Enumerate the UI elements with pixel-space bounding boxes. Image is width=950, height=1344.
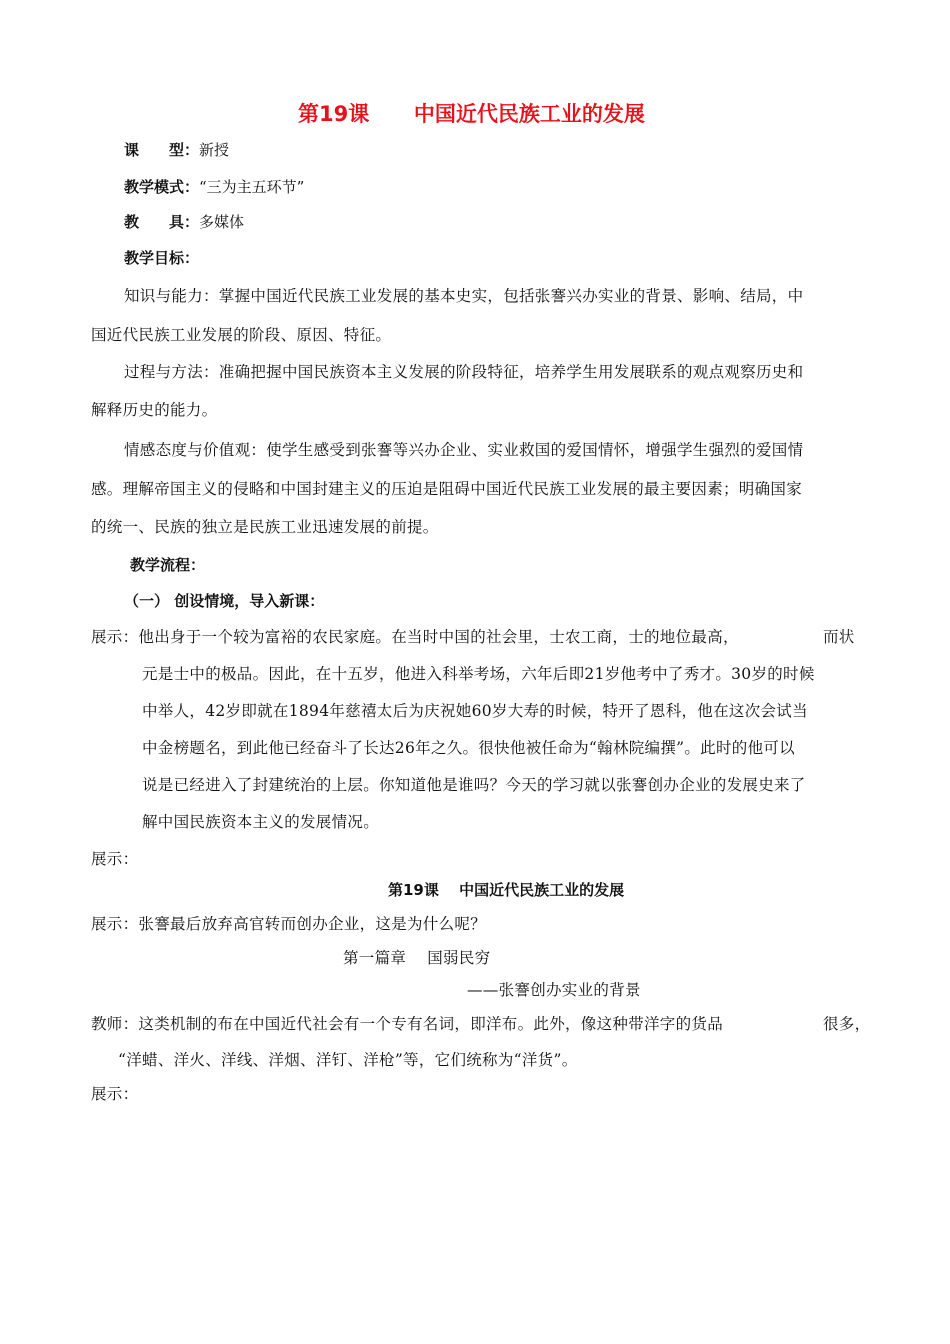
show-paragraph-line: 元是士中的极品。因此，在十五岁，他进入科举考场，六年后即21岁他考中了秀才。30岁的时候 [142, 665, 815, 683]
show-paragraph-line: 说是已经进入了封建统治的上层。你知道他是谁吗？今天的学习就以张謇创办企业的发展史来了 [142, 776, 806, 794]
objective-process-line2: 解释历史的能力。 [91, 401, 218, 419]
teacher-line1-tail: 很多， [823, 1015, 871, 1033]
objective-knowledge-line1: 知识与能力：掌握中国近代民族工业发展的基本史实，包括张謇兴办实业的背景、影响、结局，中 [124, 287, 804, 305]
chapter-title: 第一篇章 国弱民穷 [343, 949, 491, 967]
slide-subtitle: 第19课 中国近代民族工业的发展 [388, 881, 625, 899]
show-question: 展示：张謇最后放弃高官转而创办企业，这是为什么呢？ [91, 915, 487, 933]
objective-process-line1: 过程与方法：准确把握中国民族资本主义发展的阶段特征，培养学生用发展联系的观点观察历史和 [124, 363, 804, 381]
section-heading: （一） 创设情境，导入新课： [124, 592, 325, 610]
teacher-line1: 教师：这类机制的布在中国近代社会有一个专有名词，即洋布。此外，像这种带洋字的货品 [91, 1015, 724, 1033]
show-label: 展示： [91, 1085, 139, 1103]
show-paragraph-line: 解中国民族资本主义的发展情况。 [142, 813, 380, 831]
show-label: 展示： [91, 850, 139, 868]
meta-type: 课 型：新授 [124, 141, 230, 159]
teacher-line2: “洋蜡、洋火、洋线、洋烟、洋钉、洋枪”等，它们统称为“洋货”。 [118, 1051, 578, 1069]
show-label: 展示： [91, 628, 139, 646]
meta-tools: 教 具：多媒体 [124, 213, 245, 231]
show-paragraph-line: 中举人，42岁即就在1894年慈禧太后为庆祝她60岁大寿的时候，特开了恩科，他在这次会试当 [142, 702, 808, 720]
lesson-title: 中国近代民族工业的发展 [413, 102, 645, 126]
show-paragraph-first-line: 展示：他出身于一个较为富裕的农民家庭。在当时中国的社会里，士农工商，士的地位最高， [91, 628, 739, 646]
teacher-label: 教师： [91, 1015, 139, 1033]
show-paragraph-tail: 而状 [823, 628, 855, 646]
chapter-subtitle: ——张謇创办实业的背景 [467, 981, 641, 999]
show-label: 展示： [91, 915, 139, 933]
show-paragraph-line: 中金榜题名，到此他已经奋斗了长达26年之久。很快他被任命为“翰林院编撰”。此时的他可以 [142, 739, 795, 757]
meta-mode: 教学模式：“三为主五环节” [124, 178, 305, 196]
page-title [298, 98, 645, 128]
objectives-heading: 教学目标： [124, 249, 200, 267]
objective-emotion-line2: 感。理解帝国主义的侵略和中国封建主义的压迫是阻碍中国近代民族工业发展的最主要因素；明确国家 [91, 480, 803, 498]
lesson-number: 第19课 [298, 102, 370, 126]
objective-knowledge-line2: 国近代民族工业发展的阶段、原因、特征。 [91, 326, 392, 344]
objective-emotion-line3: 的统一、民族的独立是民族工业迅速发展的前提。 [91, 518, 439, 536]
flow-heading: 教学流程： [130, 556, 206, 574]
objective-emotion-line1: 情感态度与价值观：使学生感受到张謇等兴办企业、实业救国的爱国情怀，增强学生强烈的爱国情 [124, 441, 804, 459]
